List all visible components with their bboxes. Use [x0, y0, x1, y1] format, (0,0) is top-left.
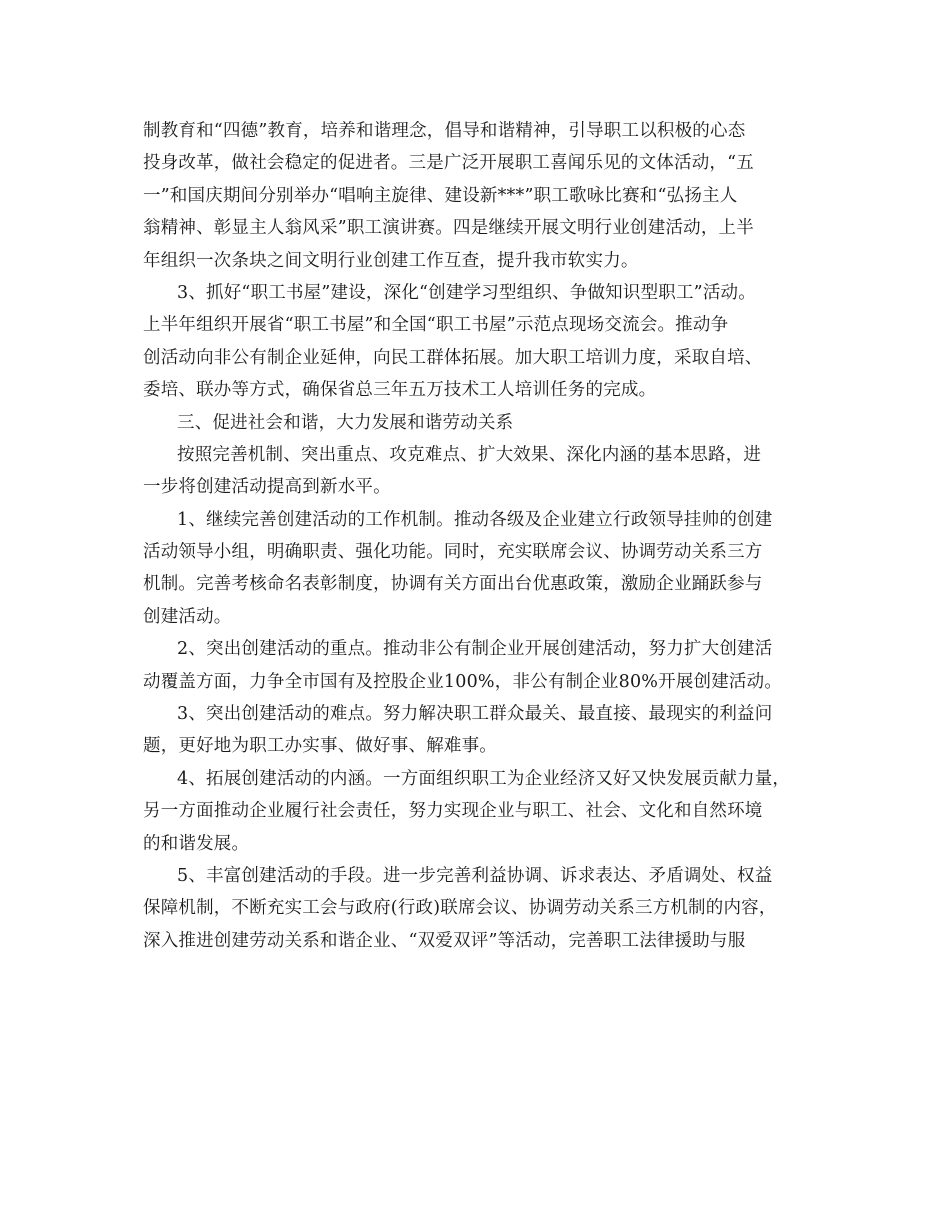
text-line: 投身改革，做社会稳定的促进者。三是广泛开展职工喜闻乐见的文体活动，“五	[143, 153, 754, 174]
text-line: 保障机制，不断充实工会与政府(行政)联席会议、协调劳动关系三方机制的内容，	[143, 898, 777, 919]
text-line: 4、拓展创建活动的内涵。一方面组织职工为企业经济又好又快发展贡献力量，	[177, 768, 791, 789]
text-line: 一”和国庆期间分别举办“唱响主旋律、建设新***”职工歌咏比赛和“弘扬主人	[143, 185, 738, 206]
text-line: 另一方面推动企业履行社会责任，努力实现企业与职工、社会、文化和自然环境	[143, 801, 763, 822]
text-line: 上半年组织开展省“职工书屋”和全国“职工书屋”示范点现场交流会。推动争	[143, 315, 729, 336]
text-line: 1、继续完善创建活动的工作机制。推动各级及企业建立行政领导挂帅的创建	[177, 509, 773, 530]
text-line: 深入推进创建劳动关系和谐企业、“双爱双评”等活动，完善职工法律援助与服	[143, 930, 746, 951]
text-line: 2、突出创建活动的重点。推动非公有制企业开展创建活动，努力扩大创建活	[177, 639, 773, 660]
text-line: 机制。完善考核命名表彰制度，协调有关方面出台优惠政策，激励企业踊跃参与	[143, 574, 763, 595]
text-line: 委培、联办等方式，确保省总三年五万技术工人培训任务的完成。	[143, 380, 657, 401]
document-body	[143, 115, 833, 957]
text-line: 5、丰富创建活动的手段。进一步完善利益协调、诉求表达、矛盾调处、权益	[177, 865, 773, 886]
text-line: 题，更好地为职工办实事、做好事、解难事。	[143, 736, 497, 757]
text-line: 年组织一次条块之间文明行业创建工作互查，提升我市软实力。	[143, 250, 639, 271]
text-line: 按照完善机制、突出重点、攻克难点、扩大效果、深化内涵的基本思路，进	[177, 444, 762, 465]
text-line: 翁精神、彰显主人翁风采”职工演讲赛。四是继续开展文明行业创建活动，上半	[143, 218, 754, 239]
text-line: 一步将创建活动提高到新水平。	[143, 477, 391, 498]
text-line: 的和谐发展。	[143, 833, 250, 854]
text-line: 三、促进社会和谐，大力发展和谐劳动关系	[177, 412, 514, 433]
text-line: 动覆盖方面，力争全市国有及控股企业100%，非公有制企业80%开展创建活动。	[143, 671, 783, 692]
text-line: 活动领导小组，明确职责、强化功能。同时，充实联席会议、协调劳动关系三方	[143, 542, 763, 563]
text-line: 创建活动。	[143, 606, 232, 627]
text-line: 制教育和“四德”教育，培养和谐理念，倡导和谐精神，引导职工以积极的心态	[143, 121, 746, 141]
text-line: 3、突出创建活动的难点。努力解决职工群众最关、最直接、最现实的利益问	[177, 704, 773, 725]
text-line: 创活动向非公有制企业延伸，向民工群体拓展。加大职工培训力度，采取自培、	[143, 347, 763, 368]
text-line: 3、抓好“职工书屋”建设，深化“创建学习型组织、争做知识型职工”活动。	[177, 282, 756, 303]
